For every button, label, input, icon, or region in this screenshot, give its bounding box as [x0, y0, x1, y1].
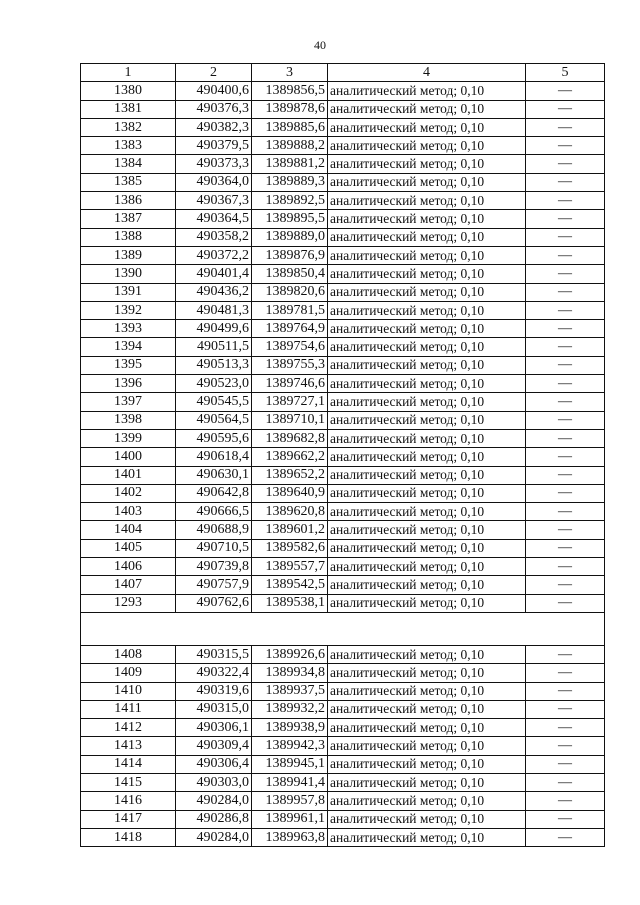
coord-y: 1389662,2	[252, 448, 328, 466]
table-row	[81, 792, 605, 810]
point-number: 1380	[81, 82, 176, 100]
coord-y: 1389885,6	[252, 118, 328, 136]
coord-y: 1389538,1	[252, 594, 328, 612]
note-cell: —	[526, 719, 605, 737]
coord-x: 490315,5	[176, 645, 252, 663]
point-number: 1393	[81, 320, 176, 338]
table-row	[81, 755, 605, 773]
method-cell: аналитический метод; 0,10	[328, 664, 526, 682]
coord-x: 490284,0	[176, 828, 252, 846]
point-number: 1382	[81, 118, 176, 136]
point-number: 1390	[81, 265, 176, 283]
table-row	[81, 773, 605, 791]
table-row	[81, 210, 605, 228]
method-cell: аналитический метод; 0,10	[328, 521, 526, 539]
coord-y: 1389764,9	[252, 320, 328, 338]
table-row	[81, 503, 605, 521]
coord-y: 1389878,6	[252, 100, 328, 118]
method-cell: аналитический метод; 0,10	[328, 792, 526, 810]
coord-y: 1389926,6	[252, 645, 328, 663]
coordinates-table	[80, 63, 605, 847]
point-number: 1407	[81, 576, 176, 594]
coord-y: 1389934,8	[252, 664, 328, 682]
coord-x: 490762,6	[176, 594, 252, 612]
coord-x: 490401,4	[176, 265, 252, 283]
table-row	[81, 137, 605, 155]
coord-y: 1389892,5	[252, 192, 328, 210]
point-number: 1395	[81, 356, 176, 374]
table-row	[81, 192, 605, 210]
note-cell: —	[526, 521, 605, 539]
method-cell: аналитический метод; 0,10	[328, 682, 526, 700]
point-number: 1413	[81, 737, 176, 755]
group-separator-row	[81, 612, 605, 645]
coord-y: 1389932,2	[252, 700, 328, 718]
coord-x: 490436,2	[176, 283, 252, 301]
note-cell: —	[526, 792, 605, 810]
table-row	[81, 664, 605, 682]
table-row	[81, 375, 605, 393]
coord-y: 1389710,1	[252, 411, 328, 429]
coord-x: 490284,0	[176, 792, 252, 810]
note-cell: —	[526, 82, 605, 100]
coord-x: 490303,0	[176, 773, 252, 791]
table-row	[81, 558, 605, 576]
table-row	[81, 700, 605, 718]
note-cell: —	[526, 283, 605, 301]
point-number: 1402	[81, 484, 176, 502]
header-col-4: 4	[328, 64, 526, 82]
table-row	[81, 228, 605, 246]
method-cell: аналитический метод; 0,10	[328, 576, 526, 594]
point-number: 1409	[81, 664, 176, 682]
point-number: 1400	[81, 448, 176, 466]
point-number: 1384	[81, 155, 176, 173]
note-cell: —	[526, 411, 605, 429]
coord-y: 1389640,9	[252, 484, 328, 502]
coord-y: 1389754,6	[252, 338, 328, 356]
point-number: 1391	[81, 283, 176, 301]
note-cell: —	[526, 356, 605, 374]
coord-y: 1389937,5	[252, 682, 328, 700]
note-cell: —	[526, 155, 605, 173]
method-cell: аналитический метод; 0,10	[328, 466, 526, 484]
coord-y: 1389945,1	[252, 755, 328, 773]
coord-x: 490379,5	[176, 137, 252, 155]
table-row	[81, 645, 605, 663]
table-row	[81, 356, 605, 374]
point-number: 1398	[81, 411, 176, 429]
table-row	[81, 810, 605, 828]
table-row	[81, 173, 605, 191]
coord-y: 1389963,8	[252, 828, 328, 846]
method-cell: аналитический метод; 0,10	[328, 375, 526, 393]
point-number: 1405	[81, 539, 176, 557]
method-cell: аналитический метод; 0,10	[328, 100, 526, 118]
table-row	[81, 82, 605, 100]
method-cell: аналитический метод; 0,10	[328, 429, 526, 447]
coord-x: 490710,5	[176, 539, 252, 557]
note-cell: —	[526, 393, 605, 411]
coord-x: 490376,3	[176, 100, 252, 118]
note-cell: —	[526, 429, 605, 447]
point-number: 1381	[81, 100, 176, 118]
point-number: 1389	[81, 246, 176, 264]
coord-x: 490688,9	[176, 521, 252, 539]
coord-y: 1389542,5	[252, 576, 328, 594]
page-number: 40	[314, 38, 326, 52]
coord-y: 1389652,2	[252, 466, 328, 484]
table-row	[81, 320, 605, 338]
point-number: 1415	[81, 773, 176, 791]
coord-y: 1389941,4	[252, 773, 328, 791]
method-cell: аналитический метод; 0,10	[328, 737, 526, 755]
coord-y: 1389895,5	[252, 210, 328, 228]
note-cell: —	[526, 246, 605, 264]
point-number: 1293	[81, 594, 176, 612]
method-cell: аналитический метод; 0,10	[328, 283, 526, 301]
method-cell: аналитический метод; 0,10	[328, 82, 526, 100]
coord-x: 490642,8	[176, 484, 252, 502]
coord-y: 1389889,3	[252, 173, 328, 191]
point-number: 1388	[81, 228, 176, 246]
coord-x: 490523,0	[176, 375, 252, 393]
note-cell: —	[526, 320, 605, 338]
method-cell: аналитический метод; 0,10	[328, 118, 526, 136]
coord-y: 1389961,1	[252, 810, 328, 828]
table-row	[81, 682, 605, 700]
point-number: 1385	[81, 173, 176, 191]
note-cell: —	[526, 558, 605, 576]
coord-y: 1389620,8	[252, 503, 328, 521]
method-cell: аналитический метод; 0,10	[328, 828, 526, 846]
point-number: 1418	[81, 828, 176, 846]
header-col-1: 1	[81, 64, 176, 82]
method-cell: аналитический метод; 0,10	[328, 594, 526, 612]
table-row	[81, 246, 605, 264]
table-row	[81, 828, 605, 846]
note-cell: —	[526, 466, 605, 484]
method-cell: аналитический метод; 0,10	[328, 503, 526, 521]
coord-x: 490286,8	[176, 810, 252, 828]
method-cell: аналитический метод; 0,10	[328, 411, 526, 429]
coord-y: 1389850,4	[252, 265, 328, 283]
point-number: 1414	[81, 755, 176, 773]
coord-x: 490322,4	[176, 664, 252, 682]
point-number: 1392	[81, 301, 176, 319]
note-cell: —	[526, 682, 605, 700]
coord-y: 1389942,3	[252, 737, 328, 755]
table-row	[81, 338, 605, 356]
method-cell: аналитический метод; 0,10	[328, 719, 526, 737]
coord-y: 1389582,6	[252, 539, 328, 557]
coord-y: 1389881,2	[252, 155, 328, 173]
point-number: 1387	[81, 210, 176, 228]
coord-x: 490499,6	[176, 320, 252, 338]
coord-x: 490315,0	[176, 700, 252, 718]
note-cell: —	[526, 755, 605, 773]
point-number: 1404	[81, 521, 176, 539]
note-cell: —	[526, 375, 605, 393]
coord-x: 490564,5	[176, 411, 252, 429]
note-cell: —	[526, 118, 605, 136]
header-row	[81, 64, 605, 82]
coord-y: 1389856,5	[252, 82, 328, 100]
coord-y: 1389957,8	[252, 792, 328, 810]
header-col-5: 5	[526, 64, 605, 82]
point-number: 1408	[81, 645, 176, 663]
note-cell: —	[526, 338, 605, 356]
point-number: 1410	[81, 682, 176, 700]
point-number: 1406	[81, 558, 176, 576]
note-cell: —	[526, 484, 605, 502]
note-cell: —	[526, 594, 605, 612]
coord-y: 1389601,2	[252, 521, 328, 539]
coord-y: 1389682,8	[252, 429, 328, 447]
note-cell: —	[526, 664, 605, 682]
header-col-2: 2	[176, 64, 252, 82]
group-separator-cell	[81, 612, 605, 645]
method-cell: аналитический метод; 0,10	[328, 192, 526, 210]
coord-x: 490513,3	[176, 356, 252, 374]
table-row	[81, 393, 605, 411]
note-cell: —	[526, 539, 605, 557]
table-row	[81, 155, 605, 173]
method-cell: аналитический метод; 0,10	[328, 320, 526, 338]
table-row	[81, 484, 605, 502]
coord-y: 1389820,6	[252, 283, 328, 301]
method-cell: аналитический метод; 0,10	[328, 265, 526, 283]
note-cell: —	[526, 100, 605, 118]
method-cell: аналитический метод; 0,10	[328, 755, 526, 773]
method-cell: аналитический метод; 0,10	[328, 558, 526, 576]
method-cell: аналитический метод; 0,10	[328, 700, 526, 718]
method-cell: аналитический метод; 0,10	[328, 645, 526, 663]
method-cell: аналитический метод; 0,10	[328, 773, 526, 791]
method-cell: аналитический метод; 0,10	[328, 137, 526, 155]
note-cell: —	[526, 173, 605, 191]
point-number: 1411	[81, 700, 176, 718]
method-cell: аналитический метод; 0,10	[328, 173, 526, 191]
coord-x: 490367,3	[176, 192, 252, 210]
method-cell: аналитический метод; 0,10	[328, 228, 526, 246]
coord-x: 490545,5	[176, 393, 252, 411]
note-cell: —	[526, 576, 605, 594]
table-row	[81, 576, 605, 594]
table-row	[81, 448, 605, 466]
coord-x: 490306,4	[176, 755, 252, 773]
point-number: 1394	[81, 338, 176, 356]
method-cell: аналитический метод; 0,10	[328, 155, 526, 173]
coord-x: 490666,5	[176, 503, 252, 521]
coord-y: 1389888,2	[252, 137, 328, 155]
note-cell: —	[526, 700, 605, 718]
note-cell: —	[526, 192, 605, 210]
header-col-3: 3	[252, 64, 328, 82]
coord-x: 490757,9	[176, 576, 252, 594]
coord-x: 490306,1	[176, 719, 252, 737]
point-number: 1416	[81, 792, 176, 810]
coord-x: 490618,4	[176, 448, 252, 466]
point-number: 1401	[81, 466, 176, 484]
coord-x: 490481,3	[176, 301, 252, 319]
point-number: 1399	[81, 429, 176, 447]
method-cell: аналитический метод; 0,10	[328, 210, 526, 228]
table-row	[81, 283, 605, 301]
table-row	[81, 521, 605, 539]
table-row	[81, 118, 605, 136]
note-cell: —	[526, 773, 605, 791]
note-cell: —	[526, 828, 605, 846]
coord-x: 490382,3	[176, 118, 252, 136]
coord-x: 490373,3	[176, 155, 252, 173]
coord-y: 1389938,9	[252, 719, 328, 737]
coord-y: 1389557,7	[252, 558, 328, 576]
coord-x: 490630,1	[176, 466, 252, 484]
coord-x: 490364,5	[176, 210, 252, 228]
coord-y: 1389755,3	[252, 356, 328, 374]
coord-x: 490511,5	[176, 338, 252, 356]
coord-y: 1389727,1	[252, 393, 328, 411]
table-row	[81, 466, 605, 484]
point-number: 1383	[81, 137, 176, 155]
method-cell: аналитический метод; 0,10	[328, 356, 526, 374]
table-row	[81, 301, 605, 319]
note-cell: —	[526, 301, 605, 319]
method-cell: аналитический метод; 0,10	[328, 484, 526, 502]
coord-y: 1389781,5	[252, 301, 328, 319]
coord-x: 490739,8	[176, 558, 252, 576]
point-number: 1396	[81, 375, 176, 393]
note-cell: —	[526, 645, 605, 663]
table-row	[81, 265, 605, 283]
note-cell: —	[526, 737, 605, 755]
table-row	[81, 100, 605, 118]
coord-y: 1389746,6	[252, 375, 328, 393]
note-cell: —	[526, 265, 605, 283]
point-number: 1412	[81, 719, 176, 737]
method-cell: аналитический метод; 0,10	[328, 810, 526, 828]
coord-x: 490309,4	[176, 737, 252, 755]
note-cell: —	[526, 503, 605, 521]
point-number: 1397	[81, 393, 176, 411]
point-number: 1417	[81, 810, 176, 828]
coord-x: 490358,2	[176, 228, 252, 246]
point-number: 1403	[81, 503, 176, 521]
method-cell: аналитический метод; 0,10	[328, 539, 526, 557]
coord-x: 490319,6	[176, 682, 252, 700]
method-cell: аналитический метод; 0,10	[328, 338, 526, 356]
table-row	[81, 539, 605, 557]
note-cell: —	[526, 210, 605, 228]
note-cell: —	[526, 448, 605, 466]
coord-x: 490595,6	[176, 429, 252, 447]
point-number: 1386	[81, 192, 176, 210]
table-row	[81, 594, 605, 612]
table-row	[81, 411, 605, 429]
method-cell: аналитический метод; 0,10	[328, 448, 526, 466]
method-cell: аналитический метод; 0,10	[328, 301, 526, 319]
table-body	[81, 82, 605, 847]
coord-x: 490400,6	[176, 82, 252, 100]
method-cell: аналитический метод; 0,10	[328, 393, 526, 411]
coord-y: 1389889,0	[252, 228, 328, 246]
note-cell: —	[526, 228, 605, 246]
note-cell: —	[526, 137, 605, 155]
table-row	[81, 737, 605, 755]
coord-y: 1389876,9	[252, 246, 328, 264]
method-cell: аналитический метод; 0,10	[328, 246, 526, 264]
coord-x: 490372,2	[176, 246, 252, 264]
table-row	[81, 429, 605, 447]
table-row	[81, 719, 605, 737]
note-cell: —	[526, 810, 605, 828]
coord-x: 490364,0	[176, 173, 252, 191]
